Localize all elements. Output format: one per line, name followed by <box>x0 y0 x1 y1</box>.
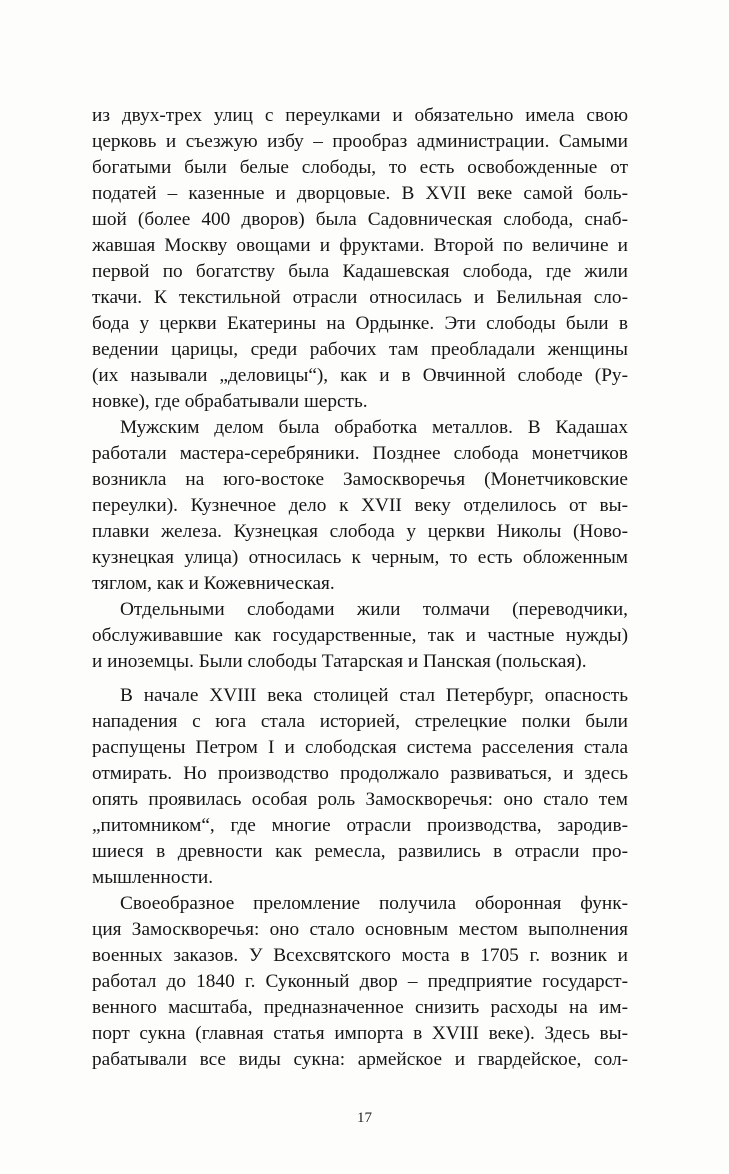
text-line: церковь и съезжую избу – прообраз администрации. Самыми <box>92 131 628 152</box>
text-line: нападения с юга стала историей, стрелецкие полки были <box>92 711 628 732</box>
text-line: из двух-трех улиц с переулками и обязательно имела свою <box>92 105 628 126</box>
text-line: военных заказов. У Всехсвятского моста в 1705 г. возник и <box>92 945 628 966</box>
text-line: ведении царицы, среди рабочих там преобладали женщины <box>92 339 628 360</box>
paragraph <box>92 103 628 415</box>
text-line: отмирать. Но производство продолжало развиваться, и здесь <box>92 763 628 784</box>
text-line: переулки). Кузнечное дело к XVII веку отделилось от вы- <box>92 495 628 516</box>
text-line: кузнецкая улица) относилась к черным, то есть обложенным <box>92 547 628 568</box>
text-line: В начале XVIII века столицей стал Петербург, опасность <box>120 685 628 706</box>
text-line: и иноземцы. Были слободы Татарская и Панская (польская). <box>92 651 587 672</box>
paragraph <box>92 683 628 891</box>
text-line: „питомником“, где многие отрасли производства, зародив- <box>92 815 628 836</box>
text-line: (их называли „деловицы“), как и в Овчинной слободе (Ру- <box>92 365 628 386</box>
text-line: тяглом, как и Кожевническая. <box>92 573 335 594</box>
text-section-1 <box>92 103 628 675</box>
text-line: работали мастера-серебряники. Позднее слобода монетчиков <box>92 443 628 464</box>
text-line: порт сукна (главная статья импорта в XVIII веке). Здесь вы- <box>92 1023 628 1044</box>
text-line: первой по богатству была Кадашевская слобода, где жили <box>92 261 628 282</box>
text-line: Мужским делом была обработка металлов. В Кадашах <box>120 417 628 438</box>
paragraph <box>92 415 628 597</box>
text-line: шой (более 400 дворов) была Садовническая слобода, снаб- <box>92 209 628 230</box>
text-line: новке), где обрабатывали шерсть. <box>92 391 368 412</box>
text-line: работал до 1840 г. Суконный двор – предприятие государст- <box>92 971 628 992</box>
text-line: жавшая Москву овощами и фруктами. Второй по величине и <box>92 235 628 256</box>
text-line: венного масштаба, предназначенное снизить расходы на им- <box>92 997 628 1018</box>
text-line: рабатывали все виды сукна: армейское и гвардейское, сол- <box>92 1049 628 1070</box>
text-line: ткачи. К текстильной отрасли относилась и Белильная сло- <box>92 287 628 308</box>
text-line: податей – казенные и дворцовые. В XVII веке самой боль- <box>92 183 628 204</box>
text-line: распущены Петром I и слободская система расселения стала <box>92 737 628 758</box>
text-line: бода у церкви Екатерины на Ордынке. Эти слободы были в <box>92 313 628 334</box>
text-line: опять проявилась особая роль Замоскворечья: оно стало тем <box>92 789 628 810</box>
text-line: Отдельными слободами жили толмачи (переводчики, <box>120 599 628 620</box>
text-line: возникла на юго-востоке Замоскворечья (Монетчиковские <box>92 469 628 490</box>
text-line: обслуживавшие как государственные, так и частные нужды) <box>92 625 628 646</box>
paragraph <box>92 891 628 1073</box>
text-line: ция Замоскворечья: оно стало основным местом выполнения <box>92 919 628 940</box>
text-line: мышленности. <box>92 867 214 888</box>
text-line: Своеобразное преломление получила оборонная функ- <box>120 893 628 914</box>
text-line: шиеся в древности как ремесла, развились в отрасли про- <box>92 841 628 862</box>
paragraph <box>92 597 628 675</box>
text-section-2 <box>92 683 628 1073</box>
page-number: 17 <box>357 1110 372 1126</box>
text-line: плавки железа. Кузнецкая слобода у церкви Николы (Ново- <box>92 521 628 542</box>
text-line: богатыми были белые слободы, то есть освобожденные от <box>92 157 628 178</box>
